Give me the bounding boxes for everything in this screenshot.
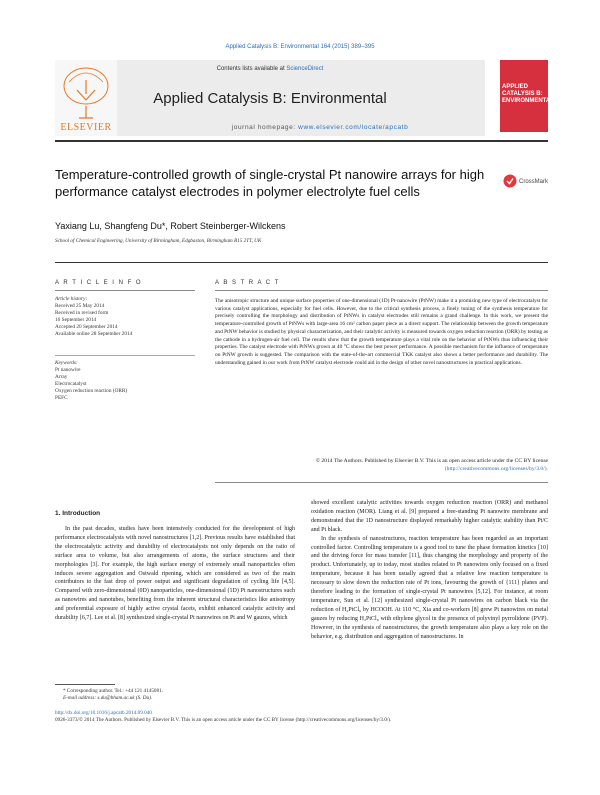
intro-paragraph: showed excellent catalytic activities towards oxygen reduction reaction (ORR) and methanol oxidation reaction (MOR). Liang et al. [9] prepared a free-standing Pt nanowire membrane and demonstrated that the 1D nanostructure displayed remarkably higher catalytic stability than Pt/C and Pt black. — [311, 500, 548, 533]
crossmark-label[interactable]: CrossMark — [519, 179, 549, 185]
article-title: Temperature-controlled growth of single-crystal Pt nanowire arrays for high performance catalyst electrodes in polymer electrolyte fuel cells — [55, 167, 485, 199]
intro-left-column — [55, 525, 295, 623]
crossmark-icon[interactable] — [503, 174, 517, 190]
journal-name: Applied Catalysis B: Environmental — [153, 90, 387, 107]
history-item: Received 25 May 2014 — [55, 303, 105, 310]
homepage-prefix: journal homepage: — [231, 124, 299, 131]
keyword: PEFC — [55, 395, 68, 402]
journal-homepage — [160, 124, 480, 131]
keywords-label: Keywords: — [55, 360, 78, 366]
contents-prefix: Contents lists available at — [216, 66, 287, 72]
contents-line — [55, 66, 485, 72]
abstract-bottom-rule — [215, 482, 548, 483]
doi-link[interactable]: http://dx.doi.org/10.1016/j.apcatb.2014.09.040 — [55, 710, 152, 716]
page-footer — [55, 710, 548, 724]
abstract-copyright — [215, 457, 548, 473]
header-divider — [55, 140, 548, 142]
history-item: 16 September 2014 — [55, 317, 97, 324]
history-item: Received in revised form — [55, 310, 109, 317]
intro-paragraph: In the synthesis of nanostructures, reaction temperature has been regarded as an important controlled factor. Controlling temperature is a good tool to tune the phase formation kinetics [10] and the driving force for mass transfer [11], thus changing the morphology and property of the product. Unfortunately, up to today, most studies related to Pt nanowires only focused on a fixed temperature, because it has been usually agreed that a relative low reaction temperature is necessary to slow down the reduction rate of Pt ions, favouring the growth of {111} planes and therefore leading to the formation of single-crystal Pt nanowires [5,12]. For instance, at room temperature, Sun et al. [12] synthesized single-crystal Pt nanowires on carbon black via the reduction of H₂PtCl₆ by HCOOH. At 110 °C, Xia and co-workers [8] grew Pt nanowires on metal gauzes by reducing H₂PtCl₆ with ethylene glycol in the presence of polyvinyl pyrrolidone (PVP). However, in the synthesis of nanostructures, the growth temperature also plays a key role on the behavior, e.g. distribution and aggregation of nanostructures. In — [311, 535, 548, 640]
intro-paragraph: In the past decades, studies have been intensively conducted for the development of high performance electrocatalysts with novel nanostructures [1,2]. Previous results have established that the electrocatalytic activity and durability of electrocatalysts not only depends on the ratio of surface area to volume, but also arrangements of atoms, the surface structures and their morphologies [3]. For example, the high surface energy of extremely small nanoparticles often induces severe aggregation and Ostwald ripening, which are considered as two of the main contributors to the fast drop of power output and significant degradation of cycling life [4,5]. Compared with zero-dimensional (0D) nanoparticles, one-dimensional (1D) Pt nanostructures such as nanowires and nanotubes, benefiting from the inherent structural characteristics like anisotropy and preferential exposure of highly active crystal facets, exhibit enhanced catalytic activity and durability [6,7]. Lee et al. [8] synthesized single-crystal Pt nanowires on Pt and W gauzes, which — [55, 526, 295, 622]
copyright-text: © 2014 The Authors. Published by Elsevier B.V. This is an open access article under the CC BY license — [315, 458, 548, 464]
history-item: Available online 28 September 2014 — [55, 331, 133, 338]
journal-citation[interactable]: Applied Catalysis B: Environmental 164 (2015) 389–395 — [225, 44, 375, 50]
author-list: Yaxiang Lu, Shangfeng Du*, Robert Steinberger-Wilckens — [55, 221, 286, 231]
intro-heading: 1. Introduction — [55, 510, 101, 517]
keyword: Electrocatalyst — [55, 381, 87, 388]
license-line: 0926-3373/© 2014 The Authors. Published by Elsevier B.V. This is an open access article under the CC BY license (http://creativecommons.org/licenses/by/3.0/). — [55, 717, 392, 723]
publisher-name: ELSEVIER — [60, 122, 112, 133]
article-info-rule — [55, 290, 195, 291]
abstract-label: A B S T R A C T — [215, 280, 280, 286]
abstract-text: The anisotropic structure and unique surface properties of one-dimensional (1D) Pt-nanowire (PtNW) make it a promising new type of electrocatalyst for various catalyst applications, especially for fuel cells. However, due to the critical synthesis process, a finely tuning of the synthesis temperature for precisely controlling the morphology and distribution of PtNWs in catalyst electrodes still remains a grand challenge. In this work, we present the temperature-controlled growth of PtNWs with large-area 16 cm² carbon paper piece as a direct support. The relationship between the growth temperature and PtNW behavior is studied by physical characterization, and their catalytic activity is measured towards oxygen reduction reaction (ORR) by testing as the cathode in a hydrogen-air fuel cell. The results show that the growth temperature plays a vital role on the behavior of PtNWs thus influencing their properties. The catalyst electrode with PtNWs grown at 40 °C shows the best power performance. A possible mechanism for the influence of temperature on PtNW growth is suggested. The comparison with the state-of-the-art commercial TKK catalyst also shows a better performance and durability. The understanding gained in our work from PtNW catalyst electrode could aid in the design of other novel nanostructures in practical applications. — [215, 298, 548, 366]
cover-title: APPLIED CATALYSIS B: ENVIRONMENTAL — [502, 84, 554, 104]
article-history — [55, 296, 200, 339]
keywords — [55, 360, 200, 403]
affiliation: School of Chemical Engineering, University of Birmingham, Edgbaston, Birmingham B15 2TT, UK — [55, 238, 262, 244]
affiliation-divider — [55, 262, 548, 263]
keyword: Oxygen reduction reaction (ORR) — [55, 388, 128, 395]
intro-right-column — [311, 499, 548, 642]
keyword: Pt nanowire — [55, 367, 81, 374]
homepage-link[interactable]: www.elsevier.com/locate/apcatb — [298, 124, 409, 131]
history-label: Article history: — [55, 296, 88, 302]
article-info-label: A R T I C L E I N F O — [55, 280, 143, 286]
corresponding-author: * Corresponding author. Tel.: +44 121 4145081. — [63, 688, 164, 694]
license-link[interactable]: (http://creativecommons.org/licenses/by/3.0/). — [444, 466, 548, 472]
sciencedirect-link[interactable]: ScienceDirect — [286, 66, 324, 72]
history-item: Accepted 20 September 2014 — [55, 324, 118, 331]
keywords-rule — [55, 355, 195, 356]
keyword: Array — [55, 374, 68, 381]
email-address[interactable]: E-mail address: s.du@bham.ac.uk (S. Du). — [63, 695, 153, 701]
footnote — [55, 688, 295, 702]
footnote-rule — [55, 684, 115, 685]
abstract-rule — [215, 290, 548, 291]
